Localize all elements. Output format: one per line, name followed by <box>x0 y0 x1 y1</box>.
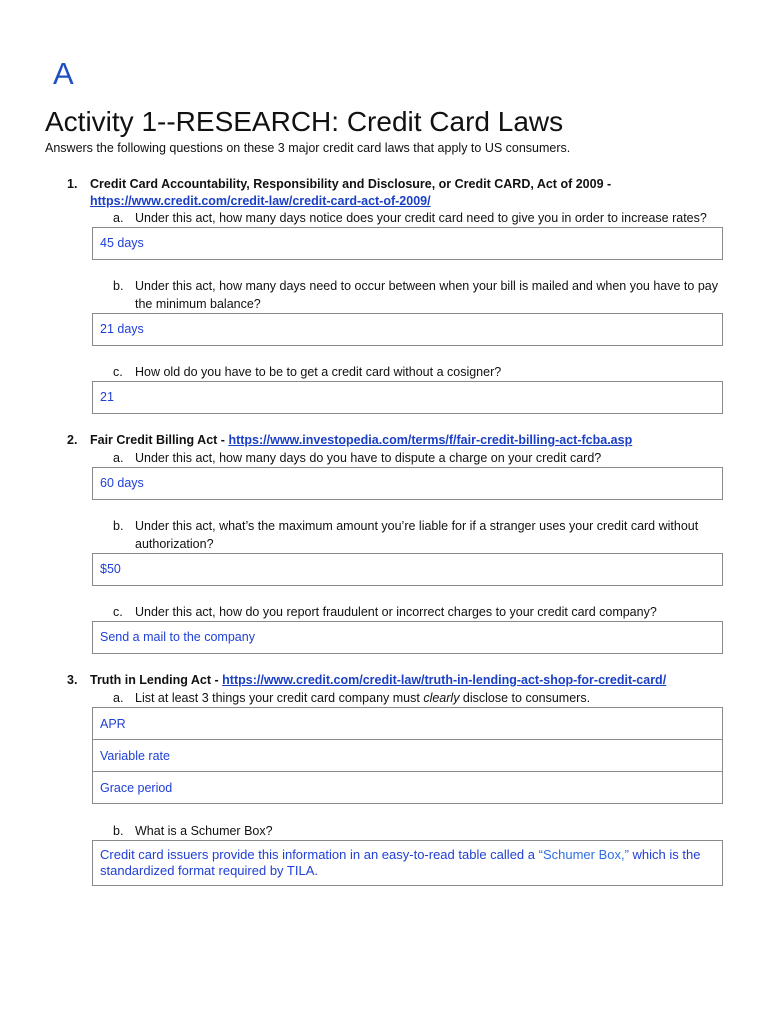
answer-field-2b[interactable]: $50 <box>92 553 723 586</box>
item-number: 1. <box>67 177 78 191</box>
answer-field-3b[interactable]: Credit card issuers provide this information in an easy-to-read table called a “Schumer Box,” which is the standardized format required by TILA. <box>92 840 723 886</box>
fair-credit-billing-link[interactable]: https://www.investopedia.com/terms/f/fair-credit-billing-act-fcba.asp <box>228 433 633 447</box>
answer-field-3a-2[interactable]: Variable rate <box>93 740 723 772</box>
truth-in-lending-link[interactable]: https://www.credit.com/credit-law/truth-in-lending-act-shop-for-credit-card/ <box>222 673 667 687</box>
item-3-heading <box>0 672 768 690</box>
question-3a: a. List at least 3 things your credit card company must clearly disclose to consumers. <box>113 691 591 705</box>
answer-field-2c[interactable]: Send a mail to the company <box>92 621 723 654</box>
page-title: Activity 1--RESEARCH: Credit Card Laws <box>45 106 564 137</box>
question-2a: a. Under this act, how many days do you have to dispute a charge on your credit card? <box>113 451 602 465</box>
item-1-heading <box>0 176 768 212</box>
answer-field-3a-1[interactable]: APR <box>93 708 723 740</box>
answer-field-2a[interactable]: 60 days <box>92 467 723 500</box>
answer-field-3a-3[interactable]: Grace period <box>93 772 723 804</box>
item-title: Credit Card Accountability, Responsibility and Disclosure, or Credit CARD, Act of 2009 - https://www.credit.com/credit-law/credit-card-act-of-2009/ <box>90 177 612 208</box>
question-1a: a. Under this act, how many days notice does your credit card need to give you in order to increase rates? <box>113 211 707 225</box>
instructions: Answers the following questions on these 3 major credit card laws that apply to US consumers. <box>45 141 571 155</box>
answer-field-1a[interactable]: 45 days <box>92 227 723 260</box>
item-title: Fair Credit Billing Act - https://www.investopedia.com/terms/f/fair-credit-billing-act-fcba.asp <box>90 433 633 447</box>
answer-field-1c[interactable]: 21 <box>92 381 723 414</box>
item-number: 3. <box>67 673 78 687</box>
item-number: 2. <box>67 433 78 447</box>
question-1b: b. Under this act, how many days need to occur between when your bill is mailed and when you have to pay the minimum balance? <box>113 279 718 311</box>
section-letter: A <box>53 56 74 91</box>
question-1c: c. How old do you have to be to get a credit card without a cosigner? <box>113 365 502 379</box>
answer-field-1b[interactable]: 21 days <box>92 313 723 346</box>
question-2c: c. Under this act, how do you report fraudulent or incorrect charges to your credit card company? <box>113 605 657 619</box>
question-2b: b. Under this act, what’s the maximum amount you’re liable for if a stranger uses your credit card without authorization? <box>113 519 699 551</box>
item-title: Truth in Lending Act - https://www.credit.com/credit-law/truth-in-lending-act-shop-for-credit-card/ <box>90 673 667 687</box>
question-3b: b. What is a Schumer Box? <box>113 824 273 838</box>
item-2-heading <box>0 432 768 450</box>
credit-card-act-link[interactable]: https://www.credit.com/credit-law/credit-card-act-of-2009/ <box>90 194 431 208</box>
answer-table-3a <box>92 707 723 804</box>
